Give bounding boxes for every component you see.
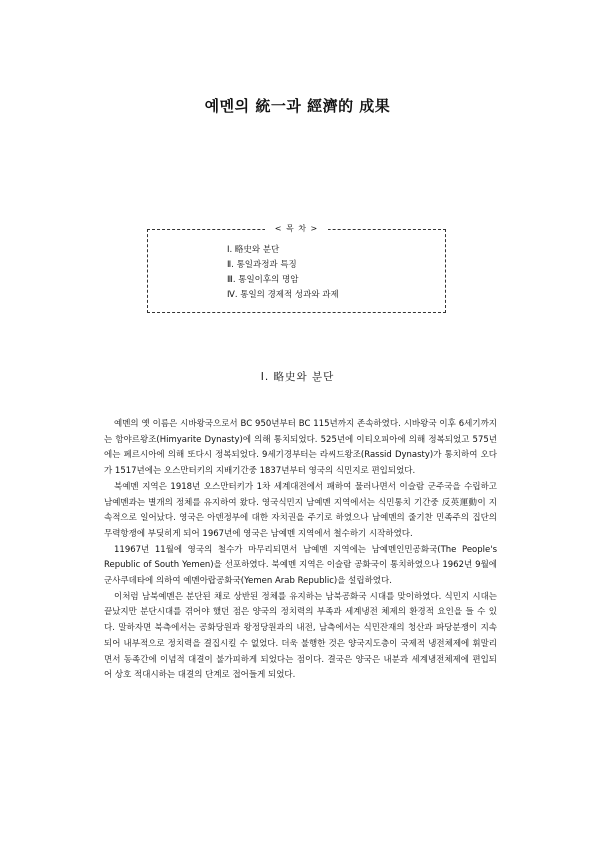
table-of-contents [147, 224, 446, 313]
document-title: 예멘의 統一과 經濟的 成果 [204, 97, 391, 115]
toc-item-1: Ⅰ. 略史와 분단 [227, 245, 280, 255]
paragraph-2: 북예멘 지역은 1918년 오스만터키가 1차 세계대전에서 패하여 물러나면서 이슬람 군주국을 수립하고 남예멘과는 별개의 정체를 유지하여 왔다. 영국식민지 남예멘 지역에서는 식민통치 기간중 反英運動이 지속적으로 일어났다. 영국은 아덴정부에 대한 자치권을 주기로 하였으나 남예멘의 줄기찬 민족주의 집단의 무력항쟁에 부딪히게 되어 1967년에 영국은 남예멘 지역에서 철수하기 시작하였다. [104, 481, 497, 539]
paragraph-3: 11967년 11월에 영국의 철수가 마무리되면서 남예멘 지역에는 남예멘인민공화국(The People's Republic of South Yemen)을 선포하였다. 북예멘 지역은 이슬람 공화국이 통치하였으나 1962년 9월에 군사쿠데타에 의하여 예멘아랍공화국(Yemen Arab Republic)을 설립하였다. [104, 544, 497, 587]
toc-item-3: Ⅲ. 통일이후의 명암 [227, 275, 299, 285]
paragraph-1: 예멘의 옛 이름은 시바왕국으로서 BC 950년부터 BC 115년까지 존속하였다. 시바왕국 이후 6세기까지는 함야르왕조(Himyarite Dynasty)에 의해 통치되었다. 525년에 이티오피아에 의해 정복되었고 575년에는 페르시아에 의해 또다시 정복되었다. 9세기경부터는 라씨드왕조(Rassid Dynasty)가 통치하여 오다가 1517년에는 오스만터키의 지배기간중 1837년부터 영국의 식민지로 편입되었다. [104, 419, 497, 477]
toc-item-4: Ⅳ. 통일의 경제적 성과와 과제 [227, 290, 339, 300]
toc-list [227, 243, 339, 303]
toc-heading [148, 223, 445, 235]
paragraph-4: 이처럼 남북예멘은 분단된 채로 상반된 정체를 유지하는 남북공화국 시대를 맞이하였다. 식민지 시대는 끝났지만 분단시대를 겪어야 했던 점은 양국의 정치력의 부족과 세계냉전 체제의 환경적 요인을 들 수 있다. 말하자면 북측에서는 공화당원과 왕정당원과의 내전, 남측에서는 식민잔재의 청산과 파당분쟁이 지속되어 내부적으로 정치력을 결집시킬 수 없었다. 더욱 불행한 것은 양국지도층이 국제적 냉전체제에 휘말리면서 동족간에 이념적 대결이 불가피하게 되었다는 점이다. 결국은 양국은 내분과 세계냉전체제에 편입되어 상호 적대시하는 대결의 단계로 접어들게 되었다. [104, 591, 497, 681]
toc-item-2: Ⅱ. 통일과정과 특징 [227, 260, 297, 270]
section-heading: Ⅰ. 略史와 분단 [260, 371, 335, 383]
body-text [104, 417, 497, 684]
toc-heading-label: < 목 차 > [265, 224, 329, 233]
